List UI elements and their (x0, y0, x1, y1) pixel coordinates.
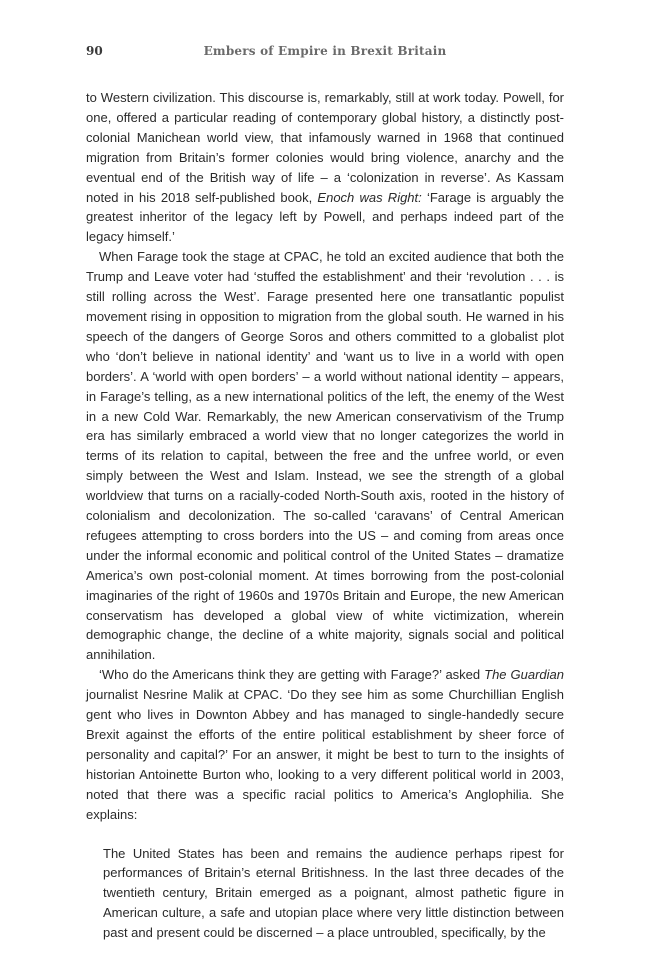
publication-title: The Guardian (484, 667, 564, 683)
paragraph: When Farage took the stage at CPAC, he told an excited audience that both the Trump and Leave voter had ‘stuffed the establishment’ and their ‘revolution . . . is still rolling across the West’. Farage presented here one transatlantic populist movement rising in opposition to migration from the global south. He warned in his speech of the dangers of George Soros and others committed to a globalist plot who ‘don’t believe in national identity’ and ‘want us to live in a world with open borders’. A ‘world with open borders’ – a world without national identity – appears, in Farage’s telling, as a new international politics of the left, the enemy of the West in a new Cold War. Remarkably, the new American conservativism of the Trump era has similarly embraced a world view that no longer categorizes the world in terms of its relation to capital, between the free and the unfree world, or even simply between the West and Islam. Instead, we see the strength of a global worldview that turns on a racially-coded North-South axis, rooted in the history of colonialism and decolonization. The so-called ‘caravans’ of Central American refugees attempting to cross borders into the US – and coming from areas once under the informal economic and political control of the United States – dramatize America’s own post-colonial moment. At times borrowing from the post-colonial imaginaries of the right of 1960s and 1970s Britain and Europe, the new American conservatism has developed a global view of white victimization, wherein demographic change, the decline of a white majority, signals social and political annihilation. (86, 249, 564, 663)
page-number: 90 (86, 44, 103, 58)
paragraph-text: ‘Who do the Americans think they are getting with Farage?’ asked (99, 667, 485, 683)
body-text (86, 88, 564, 943)
paragraph-text: ‘Farage is arguably the greatest inheritor of the legacy left by Powell, and perhaps indeed part of the legacy himself.’ (86, 189, 564, 245)
running-head: Embers of Empire in Brexit Britain (203, 44, 447, 58)
paragraph-text: to Western civilization. This discourse is, remarkably, still at work today. Powell, for one, offered a particular reading of contemporary global history, a distinctly post-colonial Manichean world view, that infamously warned in 1968 that continued migration from Britain’s former colonies would bring violence, anarchy and the eventual end of the British way of life – a ‘colonization in reverse’. As Kassam noted in his 2018 self-published book, (86, 90, 564, 205)
book-title: Enoch was Right: (317, 189, 422, 205)
paragraph-continuation (86, 88, 564, 247)
paragraph (86, 665, 564, 824)
block-quote: The United States has been and remains the audience perhaps ripest for performances of Britain’s eternal Britishness. In the last three decades of the twentieth century, Britain emerged as a poignant, almost pathetic figure in American culture, a safe and utopian place where very little distinction between past and present could be discerned – a place untroubled, specifically, by the (103, 845, 564, 941)
paragraph-text: journalist Nesrine Malik at CPAC. ‘Do they see him as some Churchillian English gent who lives in Downton Abbey and has managed to single-handedly secure Brexit against the efforts of the entire political establishment by sheer force of personality and capital?’ For an answer, it might be best to turn to the insights of historian Antoinette Burton who, looking to a very different political world in 2003, noted that there was a specific racial politics to America’s Anglophilia. She explains: (86, 687, 564, 822)
page-header (86, 44, 564, 62)
